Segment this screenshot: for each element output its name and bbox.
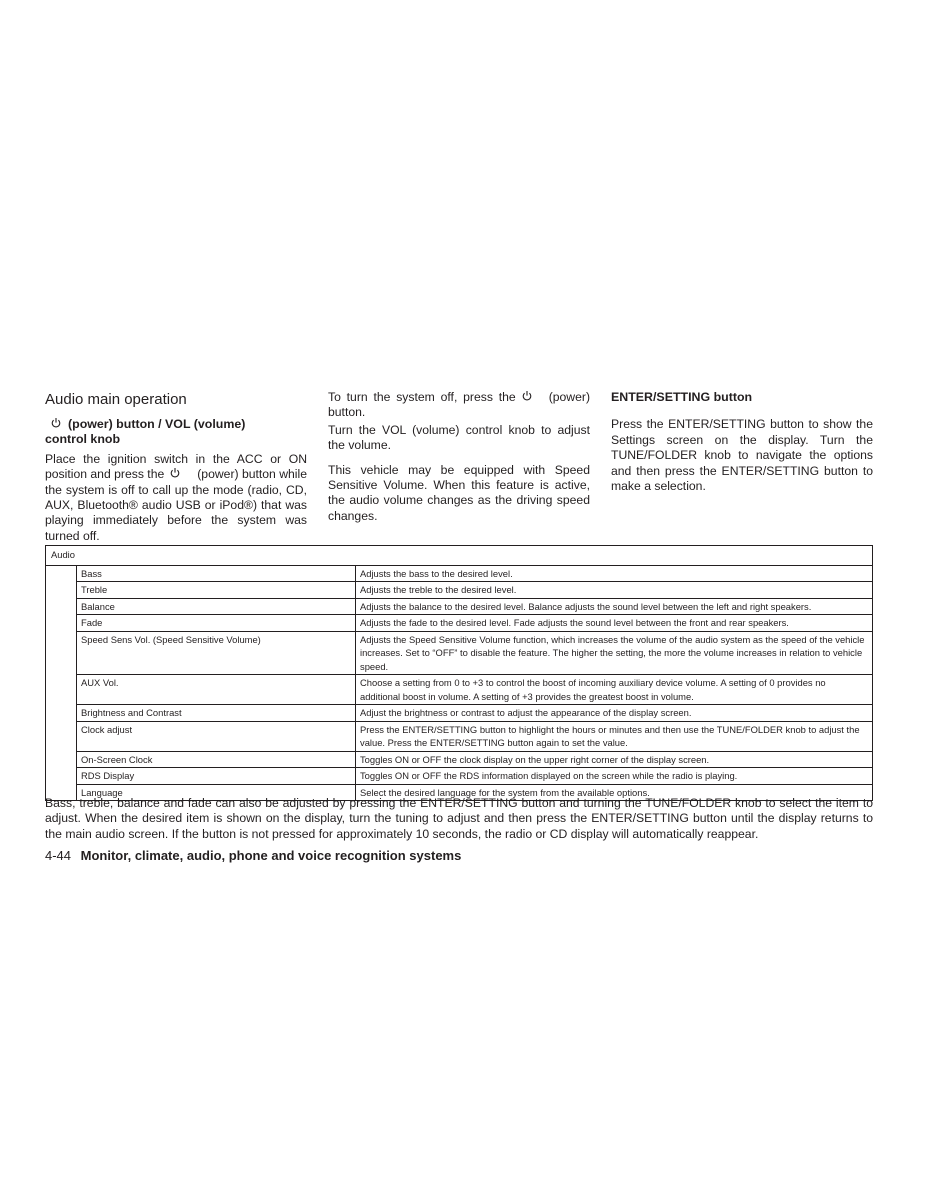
- setting-desc: Choose a setting from 0 to +3 to control the boost of incoming auxiliary device volume. A setting of 0 provides no additional boost in volume. A setting of +3 provides the greatest boost in volume.: [356, 675, 873, 705]
- adjustment-footnote: Bass, treble, balance and fade can also be adjusted by pressing the ENTER/SETTING button and turning the TUNE/FOLDER knob to select the item to adjust. When the desired item is shown on the display, turn the tuning to adjust and then press the ENTER/SETTING button until the display returns to the main audio screen. If the button is not pressed for approximately 10 seconds, the radio or CD display will automatically reappear.: [45, 796, 873, 841]
- setting-desc: Adjusts the treble to the desired level.: [356, 582, 873, 599]
- table-row: [46, 751, 873, 768]
- setting-desc: Toggles ON or OFF the RDS information displayed on the screen while the radio is playing.: [356, 768, 873, 785]
- power-off-paragraph: [328, 390, 590, 421]
- page-footer: [45, 848, 461, 863]
- table-row: [46, 721, 873, 751]
- power-icon: [169, 467, 181, 479]
- setting-desc: Press the ENTER/SETTING button to highlight the hours or minutes and then use the TUNE/FOLDER knob to adjust the value. Press the ENTER/SETTING button again to set the value.: [356, 721, 873, 751]
- setting-desc: Adjust the brightness or contrast to adjust the appearance of the display screen.: [356, 705, 873, 722]
- setting-name: RDS Display: [77, 768, 356, 785]
- table-row: [46, 598, 873, 615]
- setting-name: Balance: [77, 598, 356, 615]
- audio-settings-table: [45, 545, 873, 801]
- speed-sensitive-paragraph: This vehicle may be equipped with Speed Sensitive Volume. When this feature is active, the audio volume changes as the driving speed changes.: [328, 462, 590, 523]
- setting-name: Brightness and Contrast: [77, 705, 356, 722]
- table-row: [46, 631, 873, 675]
- setting-name: On-Screen Clock: [77, 751, 356, 768]
- power-icon: [521, 390, 533, 402]
- power-vol-heading: [45, 417, 307, 448]
- setting-desc: Adjusts the Speed Sensitive Volume function, which increases the volume of the audio system as the speed of the vehicle increases. Set to “OFF” to disable the feature. The higher the setting, the more the volume increases in relation to vehicle speed.: [356, 631, 873, 675]
- page-number: 4-44: [45, 848, 72, 863]
- setting-desc: Toggles ON or OFF the clock display on the upper right corner of the display screen.: [356, 751, 873, 768]
- power-off-part1: To turn the system off, press the: [328, 390, 516, 404]
- setting-name: Language: [77, 784, 356, 801]
- setting-name: Speed Sens Vol. (Speed Sensitive Volume): [77, 631, 356, 675]
- ignition-paragraph: [45, 452, 307, 544]
- setting-desc: Adjusts the balance to the desired level. Balance adjusts the sound level between the left and right speakers.: [356, 598, 873, 615]
- table-header: Audio: [46, 546, 873, 566]
- power-vol-heading-line2: control knob: [45, 432, 121, 447]
- setting-name: Fade: [77, 615, 356, 632]
- table-row: [46, 768, 873, 785]
- table-indent: [46, 565, 77, 801]
- section-title: Audio main operation: [45, 391, 187, 408]
- column-1: [45, 390, 307, 553]
- setting-desc: Select the desired language for the system from the available options.: [356, 784, 873, 801]
- setting-name: Clock adjust: [77, 721, 356, 751]
- enter-setting-heading: ENTER/SETTING button: [611, 390, 753, 404]
- power-icon: [50, 417, 62, 429]
- table-row: [46, 705, 873, 722]
- power-off-part2: (power) button.: [328, 390, 590, 420]
- table-row: [46, 582, 873, 599]
- table-row: [46, 565, 873, 582]
- setting-name: Treble: [77, 582, 356, 599]
- table-header-row: [46, 546, 873, 566]
- enter-setting-paragraph: Press the ENTER/SETTING button to show the Settings screen on the display. Turn the TUNE/FOLDER knob to navigate the options and then press the ENTER/SETTING button to make a selection.: [611, 417, 873, 494]
- vol-knob-paragraph: Turn the VOL (volume) control knob to adjust the volume.: [328, 422, 590, 453]
- setting-desc: Adjusts the fade to the desired level. Fade adjusts the sound level between the front and rear speakers.: [356, 615, 873, 632]
- ignition-paragraph-part1: Place the ignition switch in the ACC or ON position and press the: [45, 451, 307, 482]
- setting-name: AUX Vol.: [77, 675, 356, 705]
- setting-desc: Adjusts the bass to the desired level.: [356, 565, 873, 582]
- setting-name: Bass: [77, 565, 356, 582]
- column-2: [328, 390, 590, 533]
- column-3: [611, 390, 873, 503]
- power-vol-heading-line1: (power) button / VOL (volume): [68, 417, 246, 431]
- table-row: [46, 675, 873, 705]
- table-row: [46, 615, 873, 632]
- chapter-title: Monitor, climate, audio, phone and voice recognition systems: [80, 848, 462, 863]
- ignition-paragraph-part2: (power) button while the system is off to call up the mode (radio, CD, AUX, Bluetooth® audio USB or iPod®) that was playing immediately before the system was turned off.: [45, 467, 307, 543]
